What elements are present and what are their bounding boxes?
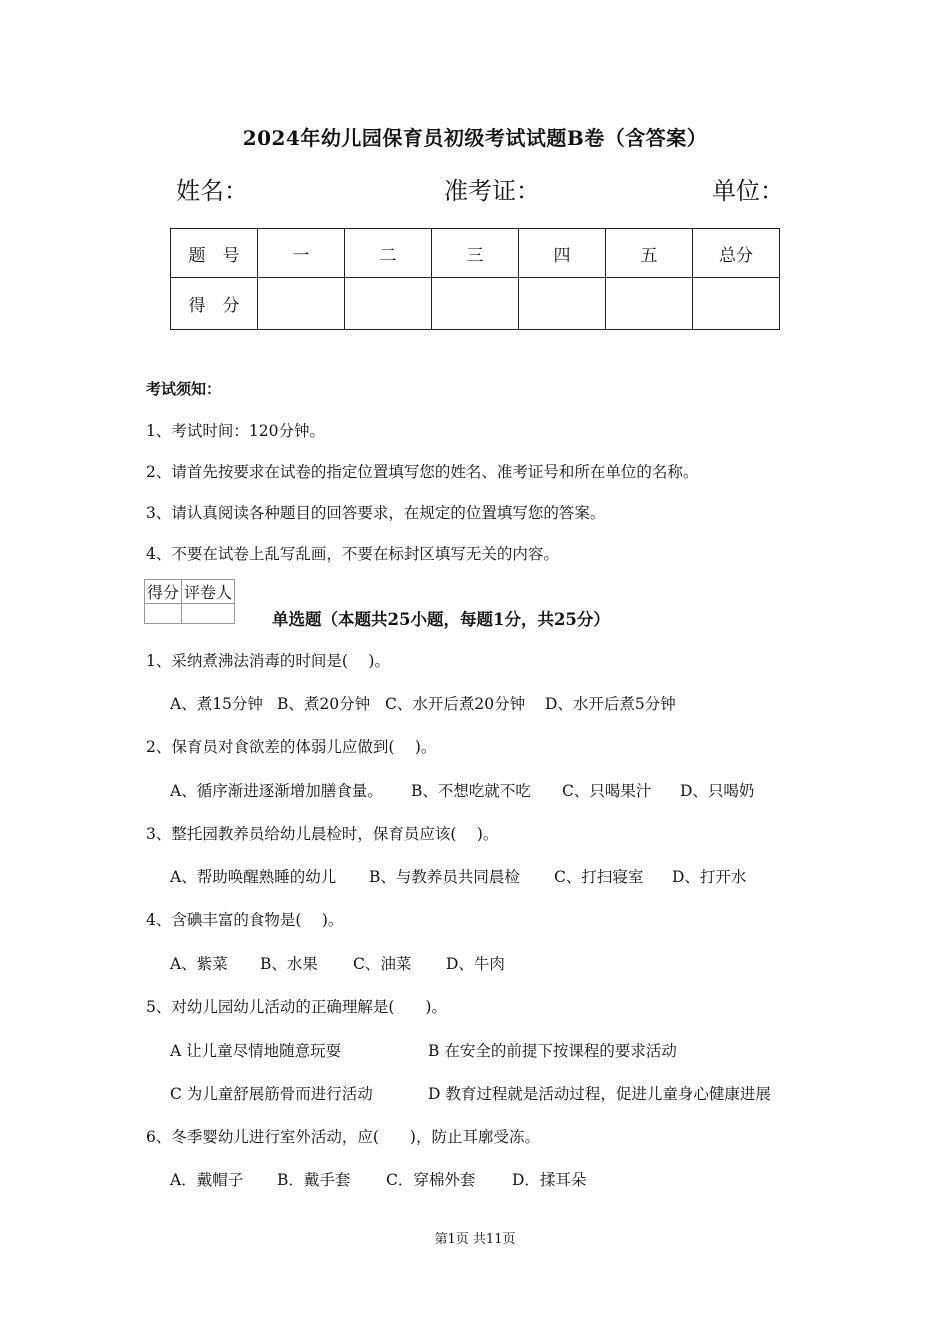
option-c: C 为儿童舒展筋骨而进行活动 xyxy=(170,1085,373,1103)
notice-item: 1、考试时间：120分钟。 xyxy=(146,422,325,440)
grader-score-cell[interactable] xyxy=(145,604,182,624)
score-cell[interactable] xyxy=(519,278,606,330)
option-a: A、紫菜 xyxy=(170,955,228,973)
score-cell[interactable] xyxy=(606,278,693,330)
grader-table xyxy=(144,579,235,624)
notice-item: 3、请认真阅读各种题目的回答要求，在规定的位置填写您的答案。 xyxy=(146,504,606,522)
option-d: D、水开后煮5分钟 xyxy=(545,695,676,713)
option-c: C．穿棉外套 xyxy=(386,1171,476,1189)
score-table-header-cell: 题 号 xyxy=(171,229,258,278)
score-cell[interactable] xyxy=(258,278,345,330)
notice-item: 4、不要在试卷上乱写乱画，不要在标封区填写无关的内容。 xyxy=(146,545,559,563)
option-a: A、煮15分钟 xyxy=(170,695,263,713)
option-d: D 教育过程就是活动过程，促进儿童身心健康进展 xyxy=(428,1085,771,1103)
page-number-footer: 第1页 共11页 xyxy=(434,1232,516,1247)
option-a: A．戴帽子 xyxy=(170,1171,244,1189)
option-b: B．戴手套 xyxy=(277,1171,351,1189)
option-a: A 让儿童尽情地随意玩耍 xyxy=(170,1042,342,1060)
option-b: B、水果 xyxy=(260,955,318,973)
score-table-header-cell: 一 xyxy=(258,229,345,278)
option-d: D、打开水 xyxy=(672,868,747,886)
option-b: B、煮20分钟 xyxy=(277,695,371,713)
score-table-header-cell: 二 xyxy=(345,229,432,278)
notice-item: 2、请首先按要求在试卷的指定位置填写您的姓名、准考证号和所在单位的名称。 xyxy=(146,463,699,481)
score-cell[interactable] xyxy=(432,278,519,330)
question-text: 1、采纳煮沸法消毒的时间是( )。 xyxy=(146,652,390,670)
option-d: D、牛肉 xyxy=(446,955,505,973)
score-table-header-cell: 四 xyxy=(519,229,606,278)
grader-reviewer-cell[interactable] xyxy=(182,604,235,624)
name-field-label: 姓名： xyxy=(176,177,248,205)
exam-number-field-label: 准考证： xyxy=(444,177,540,205)
option-a: A、循序渐进逐渐增加膳食量。 xyxy=(170,782,383,800)
score-table-header-cell: 五 xyxy=(606,229,693,278)
score-table-header-cell: 三 xyxy=(432,229,519,278)
option-c: C、水开后煮20分钟 xyxy=(385,695,526,713)
grader-score-label: 得分 xyxy=(145,580,182,604)
question-text: 6、冬季婴幼儿进行室外活动，应( )，防止耳廓受冻。 xyxy=(146,1128,540,1146)
score-table-header-row xyxy=(171,229,780,278)
option-d: D．揉耳朵 xyxy=(512,1171,587,1189)
score-table-header-cell: 总分 xyxy=(693,229,780,278)
option-c: C、打扫寝室 xyxy=(554,868,644,886)
option-c: C、只喝果汁 xyxy=(562,782,652,800)
unit-field-label: 单位： xyxy=(712,177,784,205)
question-text: 2、保育员对食欲差的体弱儿应做到( )。 xyxy=(146,738,437,756)
score-row-label: 得 分 xyxy=(171,278,258,330)
option-b: B、与教养员共同晨检 xyxy=(369,868,520,886)
question-text: 5、对幼儿园幼儿活动的正确理解是( )。 xyxy=(146,998,447,1016)
option-b: B、不想吃就不吃 xyxy=(411,782,531,800)
notice-heading: 考试须知： xyxy=(146,380,222,398)
question-text: 4、含碘丰富的食物是( )。 xyxy=(146,911,344,929)
section-title: 单选题（本题共25小题，每题1分，共25分） xyxy=(272,610,610,629)
page-title: 2024年幼儿园保育员初级考试试题B卷（含答案） xyxy=(242,126,708,150)
option-a: A、帮助唤醒熟睡的幼儿 xyxy=(170,868,337,886)
score-table-score-row xyxy=(171,278,780,330)
question-text: 3、整托园教养员给幼儿晨检时，保育员应该( )。 xyxy=(146,825,499,843)
grader-reviewer-label: 评卷人 xyxy=(182,580,235,604)
option-c: C、油菜 xyxy=(353,955,412,973)
score-cell[interactable] xyxy=(345,278,432,330)
option-b: B 在安全的前提下按课程的要求活动 xyxy=(428,1042,677,1060)
score-table xyxy=(170,228,780,330)
option-d: D、只喝奶 xyxy=(680,782,755,800)
score-cell[interactable] xyxy=(693,278,780,330)
